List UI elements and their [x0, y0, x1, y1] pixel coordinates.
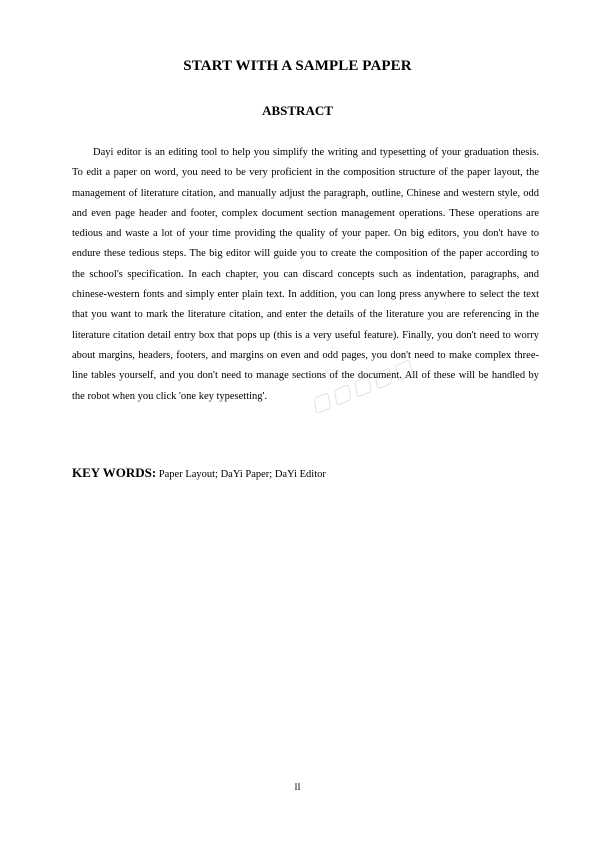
keywords-value: Paper Layout; DaYi Paper; DaYi Editor — [156, 469, 326, 480]
paper-title: START WITH A SAMPLE PAPER — [183, 58, 412, 74]
keywords-label: KEY WORDS: — [72, 465, 157, 480]
abstract-paragraph: Dayi editor is an editing tool to help you simplify the writing and typesetting of your graduation thesis. To edit a paper on word, you need to be very proficient in the composition structure of the paper layout, the management of literature citation, and manually adjust the paragraph, outline, Chinese and western style, odd and even page header and footer, complex document section management operations. These operations are tedious and waste a lot of your time providing the quality of your paper. On big editors, you don't have to endure these tedious steps. The big editor will guide you to create the composition of the paper according to the school's specification. In each chapter, you can discard concepts such as indentation, paragraphs, and chinese-western fonts and simply enter plain text. In addition, you can long press anywhere to select the text that you want to mark the literature citation, and enter the details of the literature you are referencing in the literature citation detail entry box that pops up (this is a very useful feature). Finally, you don't need to worry about margins, headers, footers, and margins on even and odd pages, you don't need to make complex three-line tables yourself, and you don't need to manage sections of the document. All of these will be handled by the robot when you click 'one key typesetting'. — [72, 147, 539, 402]
page-number: II — [294, 782, 301, 792]
abstract-heading: ABSTRACT — [262, 103, 333, 118]
keywords-line — [72, 465, 539, 481]
